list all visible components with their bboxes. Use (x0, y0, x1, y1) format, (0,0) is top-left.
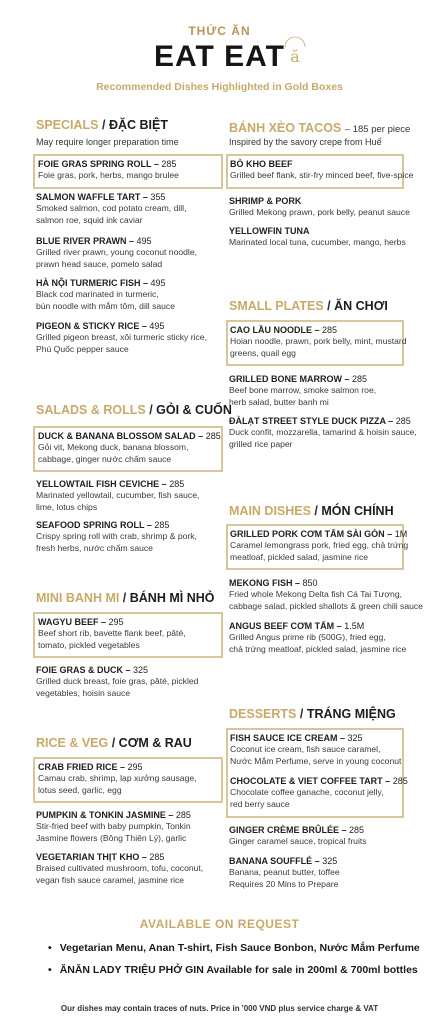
desserts-title: DESSERTS / TRÁNG MIỆNG (229, 707, 396, 721)
menu-item: YELLOWFIN TUNA Marinated local tuna, cucumber, mango, herbs (229, 226, 406, 247)
menu-item: BÒ KHO BEEF Grilled beef flank, stir-fry minced beef, five-spice (230, 159, 414, 180)
menu-item: VEGETARIAN THỊT KHO – 285 Braised cultivated mushroom, tofu, coconut, vegan fish sauce caramel, jasmine rice (36, 852, 204, 885)
bullet-icon: • (48, 964, 52, 976)
anan-logo-icon (280, 36, 310, 68)
menu-item: GINGER CRÈME BRÛLÉE – 285 Ginger caramel sauce, tropical fruits (229, 825, 367, 846)
menu-item: GRILLED BONE MARROW – 285 Beef bone marrow, smoke salmon roe, herb salad, butter banh mi (229, 374, 377, 407)
menu-item: PUMPKIN & TONKIN JASMINE – 285 Stir-fried beef with baby pumpkin, Tonkin Jasmine flowers (Bông Thiên Lý), garlic (36, 810, 191, 843)
rice-veg-title: RICE & VEG / CƠM & RAU (36, 736, 192, 750)
menu-item: BANANA SOUFFLÉ – 325 Banana, peanut butter, toffee Requires 20 Mins to Prepare (229, 856, 340, 889)
specials-title: SPECIALS / ĐẶC BIỆT (36, 118, 168, 132)
menu-item: ĐÀLẠT STREET STYLE DUCK PIZZA – 285 Duck confit, mozzarella, tamarind & hoisin sauce, grilled rice paper (229, 416, 417, 449)
header-big-title: EAT EAT (154, 40, 285, 73)
menu-item: FOIE GRAS & DUCK – 325 Grilled duck breast, foie gras, pâté, pickled vegetables, hoisin sauce (36, 665, 199, 698)
menu-item: CHOCOLATE & VIET COFFEE TART – 285 Chocolate coffee ganache, coconut jelly, red berry sauce (230, 776, 408, 809)
menu-item: FISH SAUCE ICE CREAM – 325 Coconut ice cream, fish sauce caramel, Nước Mắm Perfume, serve in young coconut (230, 733, 402, 766)
small-plates-title: SMALL PLATES / ĂN CHƠI (229, 299, 388, 313)
tacos-title: BÁNH XÈO TACOS – 185 per piece (229, 121, 411, 135)
header-subtitle: Recommended Dishes Highlighted in Gold Boxes (96, 81, 343, 93)
available-on-request-title: AVAILABLE ON REQUEST (139, 917, 300, 931)
request-line: • ĂNĂN LADY TRIỆU PHỞ GIN Available for sale in 200ml & 700ml bottles (48, 964, 418, 976)
salads-title: SALADS & ROLLS / GỎI & CUỐN (36, 403, 232, 417)
menu-item: DUCK & BANANA BLOSSOM SALAD – 285 Gỏi vịt, Mekong duck, banana blossom, cabbage, ginger nước chấm sauce (38, 431, 221, 464)
main-dishes-title: MAIN DISHES / MÓN CHÍNH (229, 504, 394, 518)
menu-item: ANGUS BEEF CƠM TẤM – 1.5M Grilled Angus prime rib (500G), fried egg, chả trứng meatloaf, pickled salad, jasmine rice (229, 621, 407, 654)
menu-item: SEAFOOD SPRING ROLL – 285 Crispy spring roll with crab, shrimp & pork, fresh herbs, nước chấm sauce (36, 520, 197, 553)
menu-item: GRILLED PORK CƠM TẤM SÀI GÒN – 1M Caramel lemongrass pork, fried egg, chả trứng meatloaf, pickled salad, jasmine rice (230, 529, 409, 562)
specials-note: May require longer preparation time (36, 137, 179, 147)
menu-item: WAGYU BEEF – 295 Beef short rib, bavette flank beef, pâté, tomato, pickled vegetables (38, 617, 186, 650)
menu-item: SALMON WAFFLE TART – 355 Smoked salmon, cod potato cream, dill, salmon roe, squid ink caviar (36, 192, 187, 225)
menu-item: HÀ NỘI TURMERIC FISH – 495 Black cod marinated in turmeric, bún noodle with mắm tôm, dill sauce (36, 278, 176, 311)
menu-item: CRAB FRIED RICE – 295 Camau crab, shrimp, lạp xưởng sausage, lotus seed, garlic, egg (38, 762, 197, 795)
request-line: • Vegetarian Menu, Anan T-shirt, Fish Sauce Bonbon, Nước Mắm Perfume (48, 942, 420, 954)
footnote: Our dishes may contain traces of nuts. Price in '000 VND plus service charge & VAT (60, 1004, 379, 1013)
menu-item: CAO LẦU NOODLE – 285 Hoian noodle, prawn, pork belly, mint, mustard greens, quail egg (230, 325, 407, 358)
header-small-title: THỨC ĂN (188, 24, 251, 38)
menu-item: FOIE GRAS SPRING ROLL – 285 Foie gras, pork, herbs, mango brulee (38, 159, 179, 180)
tacos-note: Inspired by the savory crepe from Huế (229, 137, 382, 147)
bullet-icon: • (48, 942, 52, 954)
menu-item: PIGEON & STICKY RICE – 495 Grilled pigeon breast, xôi turmeric sticky rice, Phú Quốc pepper sauce (36, 321, 207, 354)
menu-item: YELLOWTAIL FISH CEVICHE – 285 Marinated yellowtail, cucumber, fish sauce, lime, lotus chips (36, 479, 200, 512)
menu-item: SHRIMP & PORK Grilled Mekong prawn, pork belly, peanut sauce (229, 196, 410, 217)
banh-mi-title: MINI BANH MI / BÁNH MÌ NHỎ (36, 591, 215, 605)
svg-text:ă: ă (290, 47, 300, 66)
menu-item: MEKONG FISH – 850 Fried whole Mekong Delta fish Cá Tai Tượng, cabbage salad, pickled shallots & green chili sauce (229, 578, 423, 611)
menu-item: BLUE RIVER PRAWN – 495 Grilled river prawn, young coconut noodle, prawn head sauce, pomelo salad (36, 236, 197, 269)
